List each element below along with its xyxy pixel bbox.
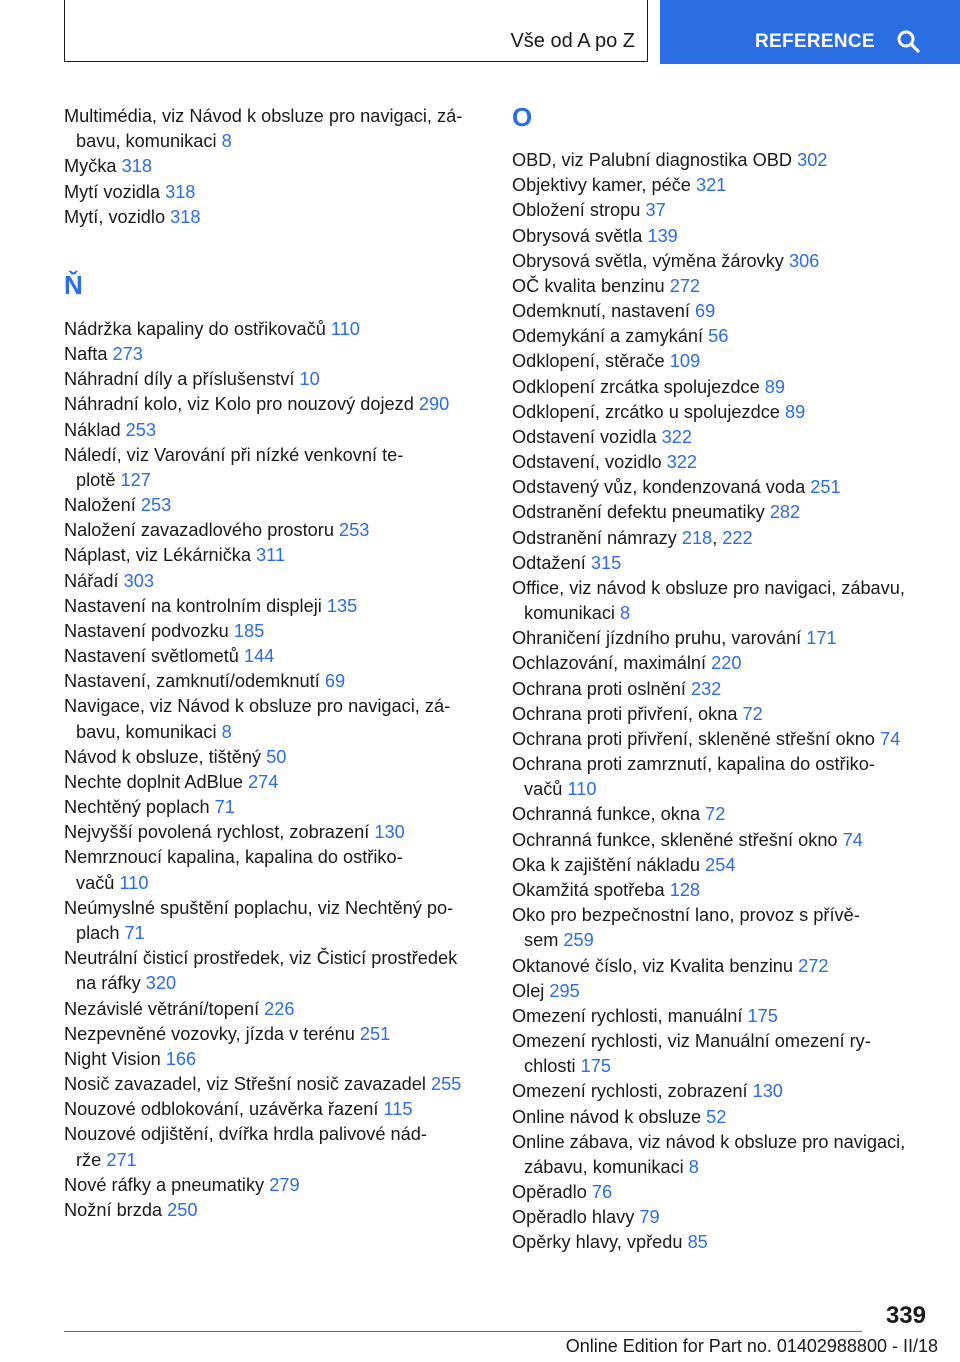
entry-text: Ohraničení jízdního pruhu, varování bbox=[512, 628, 807, 649]
entry-text: Neutrální čisticí prostředek, viz Čisticí prostředek bbox=[64, 948, 458, 969]
footer-divider bbox=[64, 1331, 862, 1332]
index-entry bbox=[64, 493, 484, 518]
index-entry bbox=[64, 317, 484, 342]
index-entry bbox=[512, 324, 942, 349]
entry-text: Odklopení, stěrače bbox=[512, 351, 670, 372]
page-reference-link[interactable]: 144 bbox=[243, 646, 275, 667]
index-entry bbox=[64, 392, 484, 417]
index-entry bbox=[64, 619, 484, 644]
entry-text: Nemrznoucí kapalina, kapalina do ostřiko- bbox=[64, 847, 403, 868]
entry-text: Ochrana proti přivření, skleněné střešní okno bbox=[512, 728, 880, 749]
index-entry bbox=[64, 569, 484, 594]
entry-text: Night Vision bbox=[64, 1048, 166, 1069]
index-entry bbox=[64, 518, 484, 543]
entry-text: zábavu, komunikaci bbox=[524, 1156, 689, 1177]
page-reference-link[interactable]: 71 bbox=[124, 922, 145, 943]
entry-text: Nejvyšší povolená rychlost, zobrazení bbox=[64, 822, 375, 843]
entry-text: Odstranění defektu pneumatiky bbox=[512, 502, 770, 523]
index-entry bbox=[64, 180, 484, 205]
entry-text: Nezávislé větrání/topení bbox=[64, 998, 265, 1019]
entry-text: Odstavení, vozidlo bbox=[512, 452, 667, 473]
entry-text: komunikaci bbox=[524, 603, 621, 624]
page-reference-link[interactable]: 89 bbox=[784, 401, 806, 422]
entry-text: OBD, viz Palubní diagnostika OBD bbox=[512, 150, 798, 170]
page-reference-link[interactable]: 250 bbox=[167, 1199, 198, 1220]
page-reference-link[interactable]: 166 bbox=[165, 1048, 197, 1069]
entry-text: Objektivy kamer, péče bbox=[512, 175, 696, 196]
entry-text: Office, viz návod k obsluze pro navigaci, zábavu, bbox=[512, 577, 905, 598]
index-entry bbox=[64, 694, 484, 744]
index-entry bbox=[64, 745, 484, 770]
entry-text: Nastavení, zamknutí/odemknutí bbox=[64, 671, 325, 692]
index-entry bbox=[64, 997, 484, 1022]
entry-text: Náledí, viz Varování při nízké venkovní te- bbox=[64, 444, 404, 465]
entry-text: na ráfky bbox=[76, 973, 146, 994]
index-column-left bbox=[64, 104, 484, 1223]
entry-text: Ochlazování, maximální bbox=[512, 653, 712, 674]
page-reference-link[interactable]: 8 bbox=[221, 721, 232, 742]
page-reference-link[interactable]: 128 bbox=[669, 879, 701, 900]
index-entry bbox=[512, 173, 942, 198]
entry-text: Ochrana proti zamrznutí, kapalina do ostřiko- bbox=[512, 754, 875, 775]
page-reference-link[interactable]: 251 bbox=[810, 477, 841, 498]
index-entry bbox=[512, 249, 942, 274]
entry-text: Nechte doplnit AdBlue bbox=[64, 771, 249, 792]
entry-text: Oka k zajištění nákladu bbox=[512, 854, 706, 875]
entry-text: Opěrky hlavy, vpředu bbox=[512, 1232, 688, 1253]
index-entry bbox=[64, 820, 484, 845]
index-entry bbox=[512, 400, 942, 425]
index-entry bbox=[512, 1180, 942, 1205]
entry-text: Nouzové odjištění, dvířka hrdla palivové nád- bbox=[64, 1124, 427, 1145]
page-reference-link[interactable]: 8 bbox=[221, 131, 232, 152]
page-reference-link[interactable]: 222 bbox=[722, 527, 753, 548]
entry-text: Mytí vozidla bbox=[64, 181, 166, 202]
entry-text: Opěradlo bbox=[512, 1182, 592, 1203]
entry-text: sem bbox=[524, 930, 564, 951]
index-entry bbox=[512, 752, 942, 802]
page-reference-link[interactable]: 115 bbox=[383, 1099, 413, 1120]
search-icon[interactable] bbox=[896, 29, 920, 53]
entry-text: chlosti bbox=[524, 1056, 581, 1077]
page-reference-link[interactable]: 89 bbox=[764, 376, 785, 397]
entry-text: plach bbox=[76, 922, 125, 943]
page-reference-link[interactable]: 74 bbox=[879, 728, 901, 749]
page-reference-link[interactable]: 127 bbox=[120, 469, 151, 490]
page-reference-link[interactable]: 253 bbox=[140, 495, 172, 516]
index-column-right bbox=[512, 104, 942, 1256]
index-entry bbox=[64, 946, 484, 996]
index-entry bbox=[64, 1122, 484, 1172]
index-entry bbox=[64, 644, 484, 669]
index-entry bbox=[64, 543, 484, 568]
index-entry bbox=[512, 475, 942, 500]
page-reference-link[interactable]: 72 bbox=[742, 703, 763, 724]
entry-text: bavu, komunikaci bbox=[76, 721, 222, 742]
index-entry bbox=[512, 1004, 942, 1029]
page-reference-link[interactable]: 273 bbox=[112, 344, 143, 365]
entry-text: rže bbox=[76, 1149, 107, 1170]
index-entry bbox=[64, 896, 484, 946]
page-reference-link[interactable]: 254 bbox=[705, 854, 736, 875]
index-entry bbox=[512, 425, 942, 450]
footer-edition: Online Edition for Part no. 01402988800 - II/18 bbox=[565, 1336, 938, 1356]
page-reference-link[interactable]: 79 bbox=[639, 1207, 660, 1228]
page-reference-link[interactable]: 303 bbox=[123, 570, 155, 591]
entry-text: Obložení stropu bbox=[512, 200, 646, 221]
page-reference-link[interactable]: 135 bbox=[326, 595, 358, 616]
entry-text: Neúmyslné spuštění poplachu, viz Nechtěný po- bbox=[64, 897, 454, 918]
index-entry bbox=[512, 802, 942, 827]
page-reference-link[interactable]: 110 bbox=[330, 318, 360, 339]
entry-text: Nastavení světlometů bbox=[64, 646, 244, 667]
page-reference-link[interactable]: 274 bbox=[248, 771, 279, 792]
page-reference-link[interactable]: 279 bbox=[269, 1174, 300, 1195]
page-reference-link[interactable]: 226 bbox=[264, 998, 295, 1019]
page-reference-link[interactable]: 271 bbox=[106, 1149, 137, 1170]
entry-text: Online zábava, viz návod k obsluze pro navigaci, bbox=[512, 1131, 906, 1152]
entry-text: Nádržka kapaliny do ostřikovačů bbox=[64, 318, 331, 339]
reference-tab[interactable] bbox=[660, 0, 960, 64]
index-entry bbox=[512, 1130, 942, 1180]
index-entry bbox=[512, 828, 942, 853]
page-reference-link[interactable]: 10 bbox=[299, 369, 320, 390]
page-reference-link[interactable]: 85 bbox=[687, 1232, 708, 1253]
index-entry bbox=[512, 274, 942, 299]
entry-text: Nechtěný poplach bbox=[64, 797, 215, 818]
entry-text: Náhradní kolo, viz Kolo pro nouzový dojezd bbox=[64, 394, 419, 415]
page-reference-link[interactable]: 322 bbox=[661, 426, 692, 447]
entry-text: Online návod k obsluze bbox=[512, 1106, 707, 1127]
page-reference-link[interactable]: 320 bbox=[145, 973, 177, 994]
page-reference-link[interactable]: 232 bbox=[690, 678, 722, 699]
header-title: Vše od A po Z bbox=[510, 30, 635, 52]
index-entry bbox=[512, 702, 942, 727]
page-reference-link[interactable]: 130 bbox=[752, 1081, 783, 1102]
entry-text: Nastavení podvozku bbox=[64, 620, 234, 641]
page-reference-link[interactable]: 255 bbox=[430, 1074, 462, 1095]
page-reference-link[interactable]: 8 bbox=[688, 1156, 699, 1177]
index-entry bbox=[512, 450, 942, 475]
index-entry bbox=[512, 1205, 942, 1230]
index-entry bbox=[64, 770, 484, 795]
index-entry bbox=[512, 500, 942, 525]
index-entry bbox=[512, 853, 942, 878]
entry-text: Odklopení zrcátka spolujezdce bbox=[512, 376, 765, 397]
index-entry bbox=[512, 878, 942, 903]
entry-text: Odemykání a zamykání bbox=[512, 326, 709, 347]
entry-text: Náklad bbox=[64, 419, 126, 440]
section-letter: O bbox=[512, 102, 533, 132]
page-reference-link[interactable]: 52 bbox=[706, 1106, 727, 1127]
page-reference-link[interactable]: 69 bbox=[695, 301, 716, 322]
page-reference-link[interactable]: 259 bbox=[563, 930, 594, 951]
header-title-box bbox=[64, 0, 648, 62]
index-entry bbox=[64, 1072, 484, 1097]
page-reference-link[interactable]: 37 bbox=[645, 200, 666, 221]
page-reference-link[interactable]: 253 bbox=[339, 520, 370, 541]
entry-text: Náhradní díly a příslušenství bbox=[64, 369, 300, 390]
page-reference-link[interactable]: 71 bbox=[214, 797, 235, 818]
entry-text: vačů bbox=[524, 779, 568, 800]
page-reference-link[interactable]: 322 bbox=[666, 452, 698, 473]
index-entry bbox=[64, 1173, 484, 1198]
index-entry bbox=[512, 626, 942, 651]
index-entry bbox=[64, 1022, 484, 1047]
page-reference-link[interactable]: 69 bbox=[324, 671, 346, 692]
entry-text: Nastavení na kontrolním displeji bbox=[64, 595, 327, 616]
page-reference-link[interactable]: 72 bbox=[705, 804, 726, 825]
index-entry bbox=[512, 651, 942, 676]
index-entry bbox=[512, 1105, 942, 1130]
entry-text: Ochrana proti oslnění bbox=[512, 678, 691, 699]
page-reference-link[interactable]: 185 bbox=[233, 620, 265, 641]
page-reference-link[interactable]: 251 bbox=[359, 1023, 391, 1044]
entry-text: Odemknutí, nastavení bbox=[512, 301, 695, 322]
page-reference-link[interactable]: 318 bbox=[165, 181, 196, 202]
entry-text: Naložení bbox=[64, 495, 141, 516]
entry-text: Nouzové odblokování, uzávěrka řazení bbox=[64, 1099, 384, 1120]
page-reference-link[interactable]: 74 bbox=[842, 829, 863, 850]
page-reference-link[interactable]: 130 bbox=[374, 822, 405, 843]
index-entry bbox=[64, 795, 484, 820]
entry-text: Multimédia, viz Návod k obsluze pro navigaci, zá- bbox=[64, 106, 463, 126]
index-entry bbox=[512, 576, 942, 626]
index-entry bbox=[512, 1029, 942, 1079]
page-reference-link[interactable]: 295 bbox=[549, 980, 580, 1001]
entry-text: Omezení rychlosti, zobrazení bbox=[512, 1081, 753, 1102]
page-reference-link[interactable]: 175 bbox=[747, 1005, 778, 1026]
page-reference-link[interactable]: 290 bbox=[418, 394, 450, 415]
page-reference-link[interactable]: 282 bbox=[769, 502, 801, 523]
entry-text: Naložení zavazadlového prostoru bbox=[64, 520, 339, 541]
page-reference-link[interactable]: 76 bbox=[591, 1182, 613, 1203]
index-entry bbox=[64, 594, 484, 619]
entry-text: bavu, komunikaci bbox=[76, 131, 222, 152]
page-reference-link[interactable]: 315 bbox=[590, 552, 622, 573]
entry-text: Ochranná funkce, skleněné střešní okno bbox=[512, 829, 843, 850]
index-entry bbox=[512, 551, 942, 576]
page-number: 339 bbox=[885, 1302, 926, 1329]
index-entry bbox=[64, 669, 484, 694]
entry-text: Myčka bbox=[64, 156, 122, 177]
page-reference-link[interactable]: 8 bbox=[620, 603, 631, 624]
index-entry bbox=[512, 1079, 942, 1104]
index-entry bbox=[512, 375, 942, 400]
entry-text: Opěradlo hlavy bbox=[512, 1207, 640, 1228]
index-entry bbox=[64, 205, 484, 230]
index-entry bbox=[64, 845, 484, 895]
entry-text: Omezení rychlosti, manuální bbox=[512, 1005, 748, 1026]
page-reference-link[interactable]: 311 bbox=[256, 545, 286, 566]
entry-text: Ochrana proti přivření, okna bbox=[512, 703, 743, 724]
page-reference-link[interactable]: 110 bbox=[119, 872, 149, 893]
index-entry bbox=[64, 342, 484, 367]
index-entry bbox=[512, 299, 942, 324]
page-reference-link[interactable]: 218 bbox=[681, 527, 713, 548]
entry-text: Odtažení bbox=[512, 552, 591, 573]
page-reference-link[interactable]: 318 bbox=[121, 156, 152, 177]
entry-text: Omezení rychlosti, viz Manuální omezení ry- bbox=[512, 1031, 871, 1052]
index-entry bbox=[512, 954, 942, 979]
page-reference-link[interactable]: 109 bbox=[669, 351, 701, 372]
index-entry bbox=[512, 677, 942, 702]
index-entry bbox=[64, 1047, 484, 1072]
index-entry bbox=[512, 198, 942, 223]
page-reference-link[interactable]: 272 bbox=[798, 955, 829, 976]
index-entry: Odstranění námrazy 218, 222 bbox=[512, 527, 753, 548]
entry-text: Nafta bbox=[64, 344, 113, 365]
entry-text: Oko pro bezpečnostní lano, provoz s přívě- bbox=[512, 905, 860, 926]
page-reference-link[interactable]: 253 bbox=[125, 419, 157, 440]
entry-text: Odstavení vozidla bbox=[512, 426, 662, 447]
entry-text: Odklopení, zrcátko u spolujezdce bbox=[512, 401, 785, 422]
index-entry bbox=[64, 104, 484, 154]
entry-text: Navigace, viz Návod k obsluze pro navigaci, zá- bbox=[64, 696, 451, 717]
entry-text: Odstavený vůz, kondenzovaná voda bbox=[512, 477, 811, 498]
entry-text: Obrysová světla, výměna žárovky bbox=[512, 250, 789, 271]
index-entry bbox=[512, 727, 942, 752]
entry-text: Nové ráfky a pneumatiky bbox=[64, 1174, 270, 1195]
page-reference-link[interactable]: 56 bbox=[708, 326, 729, 347]
page-reference-link[interactable]: 302 bbox=[797, 150, 828, 170]
entry-text: Nožní brzda bbox=[64, 1199, 168, 1220]
page-reference-link[interactable]: 50 bbox=[266, 746, 287, 767]
page-reference-link[interactable]: 306 bbox=[788, 250, 820, 271]
entry-text: Návod k obsluze, tištěný bbox=[64, 746, 267, 767]
section-letter: Ň bbox=[64, 269, 83, 300]
page-reference-link[interactable]: 171 bbox=[806, 628, 837, 649]
entry-text: Nosič zavazadel, viz Střešní nosič zavazadel bbox=[64, 1074, 431, 1095]
page-reference-link[interactable]: 220 bbox=[711, 653, 742, 674]
index-entry bbox=[64, 418, 484, 443]
index-entry bbox=[512, 224, 942, 249]
page-reference-link[interactable]: 110 bbox=[567, 779, 597, 800]
entry-text: Oktanové číslo, viz Kvalita benzinu bbox=[512, 955, 799, 976]
index-entry bbox=[64, 1198, 484, 1223]
entry-text: Náplast, viz Lékárnička bbox=[64, 545, 257, 566]
entry-text: vačů bbox=[76, 872, 120, 893]
index-entry bbox=[64, 154, 484, 179]
page-reference-link[interactable]: 272 bbox=[669, 275, 701, 296]
page-reference-link[interactable]: 175 bbox=[580, 1056, 611, 1077]
entry-text: Olej bbox=[512, 980, 550, 1001]
index-entry bbox=[512, 349, 942, 374]
page-reference-link[interactable]: 139 bbox=[647, 225, 678, 246]
index-entry bbox=[512, 903, 942, 953]
entry-text: Odstranění námrazy bbox=[512, 527, 682, 548]
entry-text: OČ kvalita benzinu bbox=[512, 275, 670, 296]
index-entry bbox=[512, 979, 942, 1004]
page-reference-link[interactable]: 321 bbox=[695, 175, 727, 196]
page-reference-link[interactable]: 318 bbox=[170, 206, 201, 227]
entry-text: Nezpevněné vozovky, jízda v terénu bbox=[64, 1023, 360, 1044]
entry-text: Nářadí bbox=[64, 570, 124, 591]
entry-text: Mytí, vozidlo bbox=[64, 206, 171, 227]
index-entry bbox=[512, 148, 942, 173]
index-entry bbox=[512, 1230, 942, 1255]
index-entry bbox=[64, 1097, 484, 1122]
entry-text: plotě bbox=[76, 469, 121, 490]
entry-text: Ochranná funkce, okna bbox=[512, 804, 706, 825]
index-entry bbox=[64, 443, 484, 493]
entry-text: Obrysová světla bbox=[512, 225, 648, 246]
index-entry bbox=[64, 367, 484, 392]
reference-label: REFERENCE bbox=[755, 31, 875, 52]
entry-text: Okamžitá spotřeba bbox=[512, 879, 670, 900]
